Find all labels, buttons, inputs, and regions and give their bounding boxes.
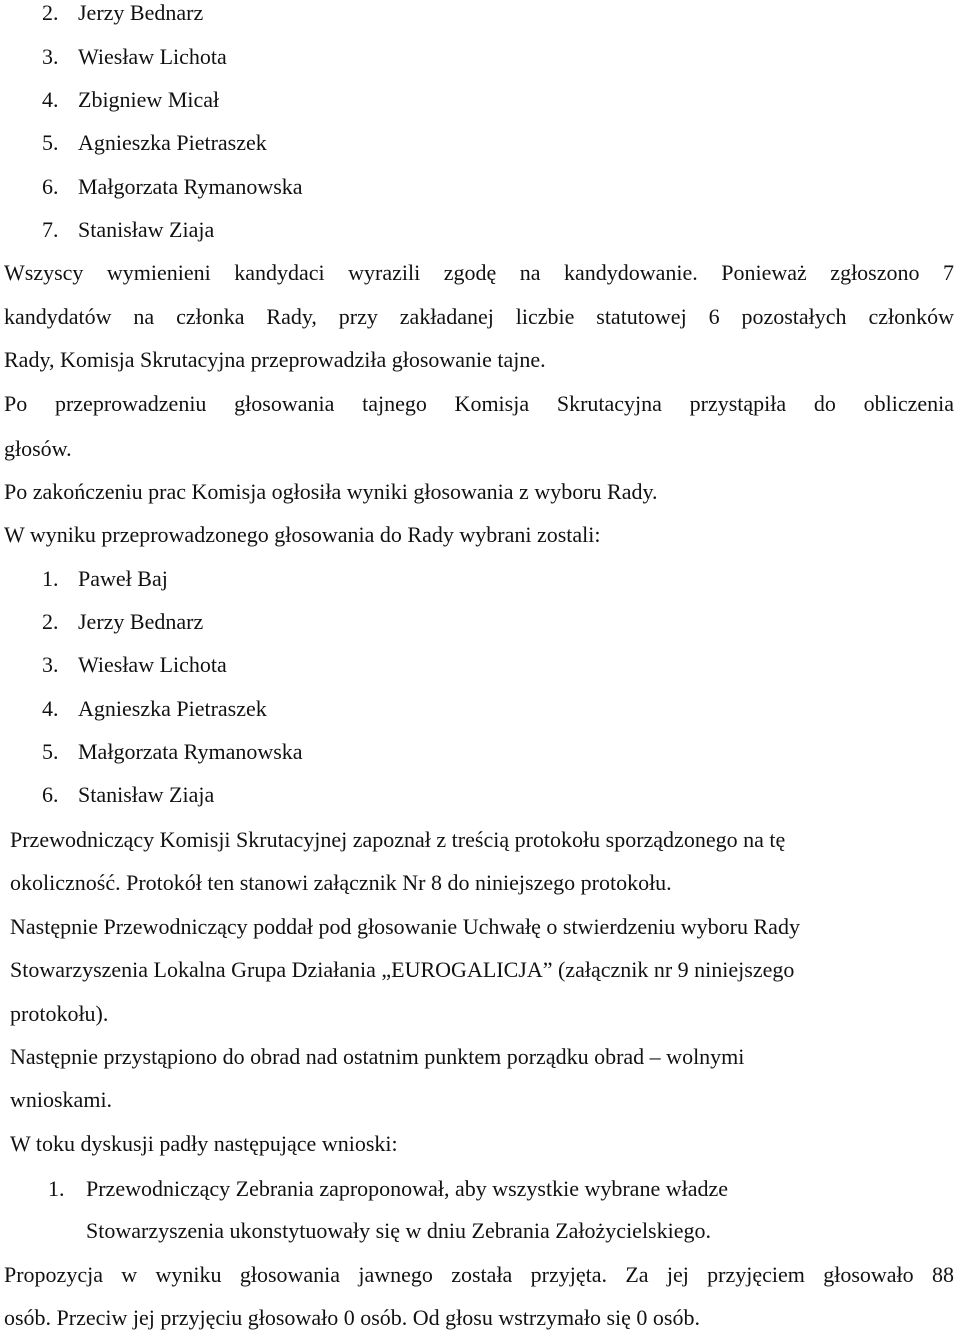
paragraph-line: W toku dyskusji padły następujące wnioski: xyxy=(10,1131,398,1156)
list-item xyxy=(42,739,303,765)
elected-name: Małgorzata Rymanowska xyxy=(78,739,303,764)
motion-line: Przewodniczący Zebrania zaproponował, aby wszystkie wybrane władze xyxy=(86,1176,729,1201)
candidate-name: Agnieszka Pietraszek xyxy=(78,130,267,155)
list-item xyxy=(42,652,227,678)
list-item xyxy=(42,566,168,592)
motion-number: 1. xyxy=(48,1176,65,1201)
paragraph-line: Następnie Przewodniczący poddał pod głosowanie Uchwałę o stwierdzeniu wyboru Rady xyxy=(10,914,800,939)
paragraph-line: kandydatów na członka Rady, przy zakładanej liczbie statutowej 6 pozostałych członków xyxy=(4,304,954,329)
list-number: 5. xyxy=(42,130,59,155)
candidate-name: Wiesław Lichota xyxy=(78,44,227,69)
list-number: 1. xyxy=(42,566,59,591)
elected-name: Agnieszka Pietraszek xyxy=(78,696,267,721)
list-item xyxy=(42,174,303,200)
paragraph-line: Propozycja w wyniku głosowania jawnego została przyjęta. Za jej przyjęciem głosowało 88 xyxy=(4,1262,954,1287)
list-number: 6. xyxy=(42,174,59,199)
list-item xyxy=(42,130,267,156)
list-number: 6. xyxy=(42,782,59,807)
list-number: 2. xyxy=(42,0,59,25)
paragraph-line: okoliczność. Protokół ten stanowi załącznik Nr 8 do niniejszego protokołu. xyxy=(10,870,672,895)
paragraph-line: głosów. xyxy=(4,436,72,461)
list-number: 3. xyxy=(42,44,59,69)
paragraph-line: Przewodniczący Komisji Skrutacyjnej zapoznał z treścią protokołu sporządzonego na tę xyxy=(10,827,786,852)
elected-name: Wiesław Lichota xyxy=(78,652,227,677)
list-number: 5. xyxy=(42,739,59,764)
list-item xyxy=(42,0,203,26)
paragraph-line: Po przeprowadzeniu głosowania tajnego Komisja Skrutacyjna przystąpiła do obliczenia xyxy=(4,391,954,416)
paragraph-line: W wyniku przeprowadzonego głosowania do Rady wybrani zostali: xyxy=(4,522,601,547)
list-item xyxy=(42,782,214,808)
paragraph-line: Następnie przystąpiono do obrad nad ostatnim punktem porządku obrad – wolnymi xyxy=(10,1044,745,1069)
list-item xyxy=(42,696,267,722)
elected-name: Paweł Baj xyxy=(78,566,168,591)
paragraph-line: Stowarzyszenia Lokalna Grupa Działania „EUROGALICJA” (załącznik nr 9 niniejszego xyxy=(10,957,795,982)
list-number: 7. xyxy=(42,217,59,242)
list-number: 4. xyxy=(42,87,59,112)
paragraph-line: osób. Przeciw jej przyjęciu głosowało 0 osób. Od głosu wstrzymało się 0 osób. xyxy=(4,1305,700,1330)
candidate-name: Jerzy Bednarz xyxy=(78,0,204,25)
list-number: 2. xyxy=(42,609,59,634)
paragraph-line: Rady, Komisja Skrutacyjna przeprowadziła głosowanie tajne. xyxy=(4,347,546,372)
candidate-name: Stanisław Ziaja xyxy=(78,217,215,242)
paragraph-line: Po zakończeniu prac Komisja ogłosiła wyniki głosowania z wyboru Rady. xyxy=(4,479,658,504)
list-item xyxy=(42,609,203,635)
paragraph-line: Wszyscy wymienieni kandydaci wyrazili zgodę na kandydowanie. Ponieważ zgłoszono 7 xyxy=(4,260,954,285)
list-item xyxy=(42,217,214,243)
list-number: 3. xyxy=(42,652,59,677)
paragraph-line: protokołu). xyxy=(10,1001,109,1026)
elected-name: Jerzy Bednarz xyxy=(78,609,204,634)
elected-name: Stanisław Ziaja xyxy=(78,782,215,807)
list-number: 4. xyxy=(42,696,59,721)
paragraph-line: wnioskami. xyxy=(10,1087,113,1112)
list-item xyxy=(42,44,227,70)
candidate-name: Małgorzata Rymanowska xyxy=(78,174,303,199)
list-item xyxy=(42,87,219,113)
candidate-name: Zbigniew Micał xyxy=(78,87,220,112)
motion-line: Stowarzyszenia ukonstytuowały się w dniu Zebrania Założycielskiego. xyxy=(86,1218,711,1243)
